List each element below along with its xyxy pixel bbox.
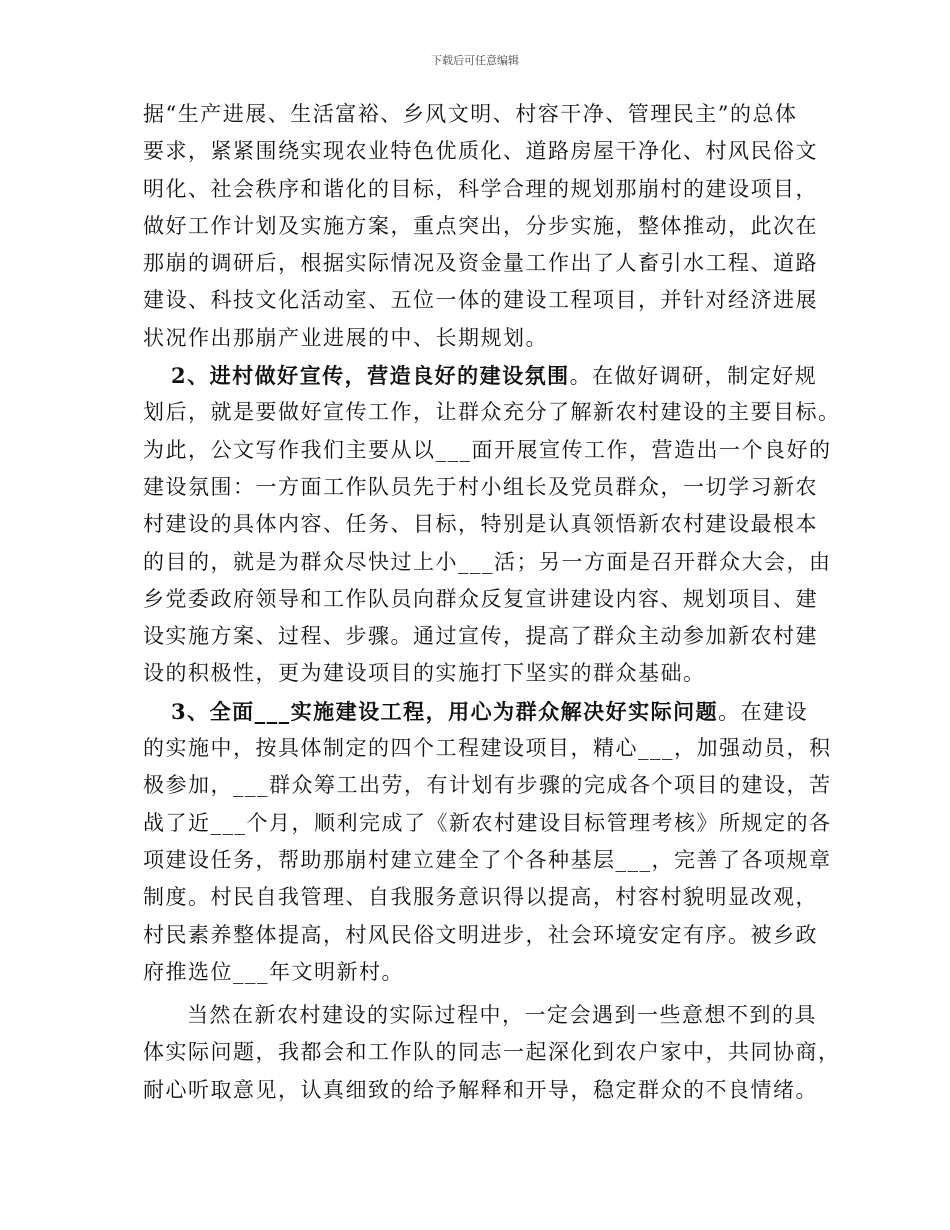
text-line: 的实施中，按具体制定的四个工程建设项目，精心___，加强动员，积 <box>143 736 832 761</box>
text-line: 建设、科技文化活动室、五位一体的建设工程项目，并针对经济进展 <box>143 288 818 313</box>
text-line: 村民素养整体提高，村风民俗文明进步，社会环境安定有序。被乡政 <box>143 922 818 947</box>
text-line: 做好工作计划及实施方案，重点突出，分步实施，整体推动，此次在 <box>143 213 818 238</box>
text-line: 极参加，___群众筹工出劳，有计划有步骤的完成各个项目的建设，苦 <box>143 773 832 798</box>
text-line: 的目的，就是为群众尽快过上小___活；另一方面是召开群众大会，由 <box>143 549 832 574</box>
text-line: 要求，紧紧围绕实现农业特色优质化、道路房屋干净化、村风民俗文 <box>143 139 818 164</box>
text-run: 。在建设 <box>718 699 809 724</box>
paragraph-3 <box>143 693 832 991</box>
text-line: 战了近___个月，顺利完成了《新农村建设目标管理考核》所规定的各 <box>143 810 832 835</box>
text-line <box>143 693 823 730</box>
section-heading-2: 2、进村做好宣传，营造良好的建设氛围 <box>171 363 570 389</box>
paragraph-1 <box>143 96 823 357</box>
paragraph-4 <box>143 997 841 1109</box>
text-line: 明化、社会秩序和谐化的目标，科学合理的规划那崩村的建设项目， <box>143 176 818 201</box>
text-line: 设实施方案、过程、步骤。通过宣传，提高了群众主动参加新农村建 <box>143 624 818 649</box>
text-line: 体实际问题，我都会和工作队的同志一起深化到农户家中，共同协商， <box>143 1040 841 1065</box>
text-line: 当然在新农村建设的实际过程中，一定会遇到一些意想不到的具 <box>187 1003 817 1028</box>
text-line: 项建设任务，帮助那崩村建立建全了个各种基层___，完善了各项规章 <box>143 847 832 872</box>
text-line: 制度。村民自我管理、自我服务意识得以提高，村容村貌明显改观， <box>143 885 818 910</box>
text-line <box>143 357 823 394</box>
text-line: 村建设的具体内容、任务、目标，特别是认真领悟新农村建设最根本 <box>143 512 818 537</box>
text-line: 据“生产进展、生活富裕、乡风文明、村容干净、管理民主”的总体 <box>143 102 798 126</box>
text-line: 设的积极性，更为建设项目的实施打下坚实的群众基础。 <box>143 661 706 686</box>
document-body <box>143 96 841 1109</box>
text-line: 那崩的调研后，根据实际情况及资金量工作出了人畜引水工程、道路 <box>143 251 818 276</box>
paragraph-2 <box>143 357 841 693</box>
text-line: 划后，就是要做好宣传工作，让群众充分了解新农村建设的主要目标。 <box>143 400 841 425</box>
text-line: 为此，公文写作我们主要从以___面开展宣传工作，营造出一个良好的 <box>143 437 832 462</box>
page-header: 下载后可任意编辑 <box>431 54 519 67</box>
text-line: 乡党委政府领导和工作队员向群众反复宣讲建设内容、规划项目、建 <box>143 586 818 611</box>
text-line: 建设氛围：一方面工作队员先于村小组长及党员群众，一切学习新农 <box>143 474 818 499</box>
text-run: 。在做好调研，制定好规 <box>569 364 818 389</box>
text-line: 府推选位___年文明新村。 <box>143 959 404 984</box>
section-heading-3: 3、全面___实施建设工程，用心为群众解决好实际问题 <box>171 698 719 724</box>
text-line: 状况作出那崩产业进展的中、长期规划。 <box>143 325 548 350</box>
text-line: 耐心听取意见，认真细致的给予解释和开导，稳定群众的不良情绪。 <box>143 1077 818 1102</box>
